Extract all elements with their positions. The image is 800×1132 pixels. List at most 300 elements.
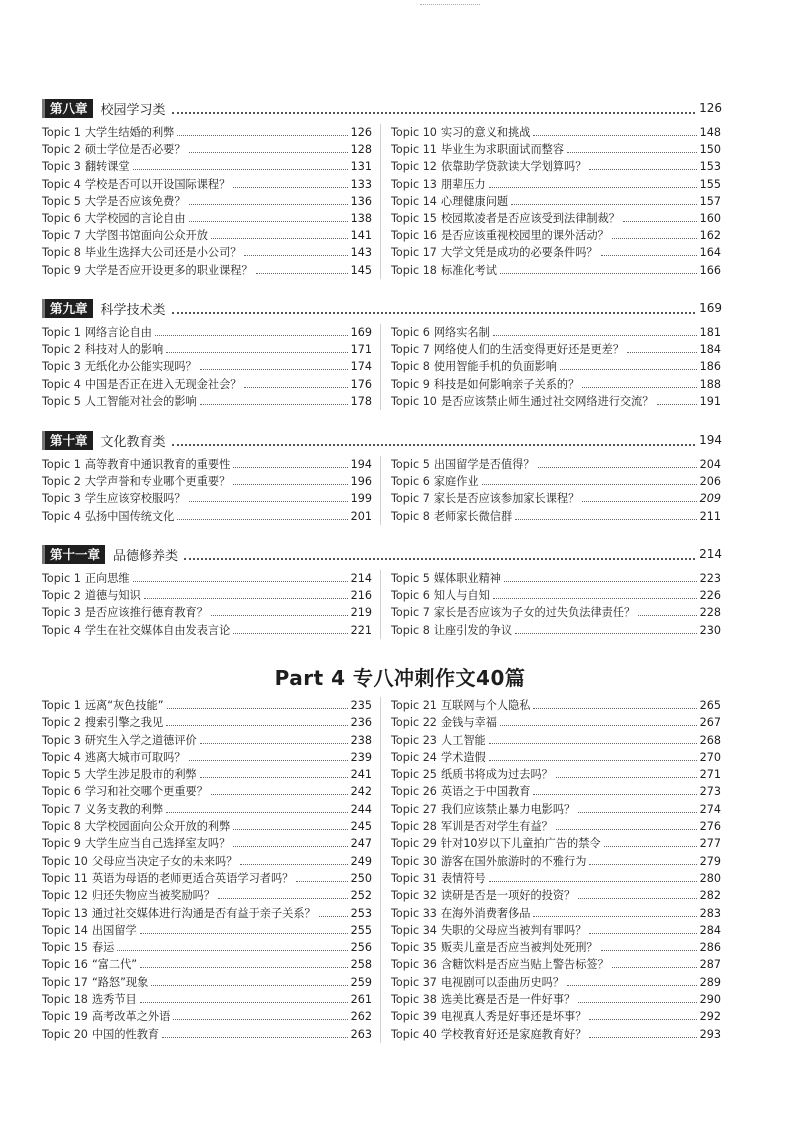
dot-leader bbox=[189, 196, 348, 205]
part4-section bbox=[42, 697, 722, 1043]
chapter-11 bbox=[42, 544, 722, 639]
dot-leader bbox=[533, 700, 696, 709]
topic-label: Topic 37 bbox=[391, 975, 437, 989]
topic-title: 网络使人们的生活变得更好还是更差？ bbox=[433, 343, 625, 357]
toc-entry[interactable] bbox=[391, 210, 721, 227]
toc-entry[interactable] bbox=[42, 887, 372, 904]
toc-entry[interactable] bbox=[391, 732, 721, 749]
page-number: 194 bbox=[350, 458, 372, 471]
page-number: 282 bbox=[699, 889, 721, 903]
toc-entry[interactable] bbox=[391, 604, 721, 621]
topic-title: 大学校园面向公众开放的利弊 bbox=[84, 820, 231, 834]
dot-leader bbox=[189, 752, 348, 761]
page-number: 287 bbox=[699, 958, 721, 972]
dot-leader bbox=[493, 327, 697, 336]
topic-label: Topic 1 bbox=[42, 458, 81, 471]
toc-entry[interactable] bbox=[42, 490, 372, 507]
page-number: 268 bbox=[699, 733, 721, 747]
topic-title: 学习和社交哪个更重要？ bbox=[84, 785, 208, 799]
page-number: 188 bbox=[699, 377, 721, 391]
topic-title: 电视剧可以歪曲历史吗？ bbox=[440, 975, 565, 989]
topic-label: Topic 10 bbox=[391, 394, 437, 408]
part4-right-column bbox=[381, 697, 721, 1043]
dot-leader bbox=[489, 873, 697, 882]
topic-title: 学校是否可以开设国际课程？ bbox=[84, 177, 231, 191]
page-number: 228 bbox=[699, 606, 721, 620]
topic-label: Topic 4 bbox=[42, 377, 81, 391]
toc-entry[interactable] bbox=[42, 622, 372, 639]
toc-entry[interactable] bbox=[42, 124, 372, 141]
toc-entry[interactable] bbox=[391, 887, 721, 904]
toc-entry[interactable] bbox=[42, 324, 372, 341]
page-number: 286 bbox=[699, 941, 721, 955]
toc-entry[interactable] bbox=[42, 870, 372, 887]
topic-title: 归还失物应当被奖励吗？ bbox=[91, 889, 216, 903]
chapter-right-column bbox=[381, 124, 721, 279]
toc-entry[interactable] bbox=[391, 956, 721, 973]
page-number: 247 bbox=[350, 837, 372, 851]
toc-entry[interactable] bbox=[42, 766, 372, 783]
dot-leader bbox=[117, 942, 347, 951]
topic-title: 大学生涉足股市的利弊 bbox=[84, 768, 197, 782]
toc-entry[interactable] bbox=[42, 456, 372, 473]
topic-title: 人工智能对社会的影响 bbox=[84, 394, 197, 408]
topic-title: 春运 bbox=[91, 941, 115, 955]
chapter-badge: 第十章 bbox=[42, 431, 93, 450]
dot-leader bbox=[493, 590, 697, 599]
chapter-header[interactable] bbox=[42, 544, 722, 564]
dot-leader bbox=[515, 511, 697, 520]
toc-entry[interactable] bbox=[391, 227, 721, 244]
topic-label: Topic 5 bbox=[42, 768, 81, 782]
dot-leader bbox=[489, 179, 697, 188]
dot-leader bbox=[538, 459, 697, 468]
toc-entry[interactable] bbox=[391, 508, 721, 525]
dot-leader bbox=[166, 717, 348, 726]
page-number: 199 bbox=[350, 492, 372, 506]
toc-entry[interactable] bbox=[42, 341, 372, 358]
chapter-10 bbox=[42, 430, 722, 525]
page-number: 141 bbox=[350, 229, 372, 243]
topic-title: 科技对人的影响 bbox=[84, 343, 164, 357]
dot-leader bbox=[166, 344, 348, 353]
dot-leader bbox=[589, 161, 696, 170]
toc-entry[interactable] bbox=[391, 358, 721, 375]
chapter-right-column bbox=[381, 456, 721, 525]
page-number: 216 bbox=[350, 589, 372, 603]
dot-leader bbox=[489, 735, 697, 744]
topic-title: 家庭作业 bbox=[433, 475, 479, 489]
dot-leader bbox=[133, 161, 348, 170]
dot-leader bbox=[140, 994, 348, 1003]
toc-entry[interactable] bbox=[42, 262, 372, 279]
topic-title: 针对10岁以下儿童拍广告的禁令 bbox=[440, 837, 601, 851]
page-number: 279 bbox=[699, 854, 721, 868]
toc-entry[interactable] bbox=[391, 939, 721, 956]
dot-leader bbox=[612, 959, 697, 968]
page-number: 245 bbox=[350, 820, 372, 834]
dot-leader bbox=[601, 942, 697, 951]
page-number: 186 bbox=[699, 360, 721, 374]
chapter-left-column bbox=[42, 324, 381, 410]
topic-title: 军训是否对学生有益？ bbox=[440, 820, 553, 834]
toc-entry[interactable] bbox=[391, 905, 721, 922]
page-number: 290 bbox=[699, 993, 721, 1007]
topic-label: Topic 2 bbox=[42, 475, 81, 489]
topic-title: 义务支教的利弊 bbox=[84, 802, 164, 816]
chapter-right-column bbox=[381, 324, 721, 410]
dot-leader bbox=[233, 476, 347, 485]
page-number: 178 bbox=[350, 394, 372, 408]
toc-entry[interactable] bbox=[391, 853, 721, 870]
topic-title: 大学校园的言论自由 bbox=[84, 211, 186, 225]
topic-label: Topic 8 bbox=[391, 509, 430, 523]
dot-leader bbox=[578, 994, 696, 1003]
dot-leader bbox=[589, 925, 696, 934]
topic-label: Topic 2 bbox=[42, 589, 81, 603]
toc-entry[interactable] bbox=[42, 227, 372, 244]
page-number: 162 bbox=[699, 229, 721, 243]
toc-entry[interactable] bbox=[42, 176, 372, 193]
topic-label: Topic 5 bbox=[42, 194, 81, 208]
page-number: 176 bbox=[350, 377, 372, 391]
topic-title: 网络言论自由 bbox=[84, 326, 152, 339]
dot-leader bbox=[173, 1011, 347, 1020]
topic-title: 选美比赛是否是一件好事？ bbox=[440, 993, 576, 1007]
topic-title: 学术造假 bbox=[440, 750, 486, 764]
toc-entry[interactable] bbox=[42, 244, 372, 261]
topic-label: Topic 18 bbox=[391, 263, 437, 277]
topic-title: 翻转课堂 bbox=[84, 160, 130, 174]
topic-label: Topic 4 bbox=[42, 750, 81, 764]
dot-leader bbox=[233, 838, 347, 847]
dot-leader bbox=[578, 890, 696, 899]
topic-label: Topic 5 bbox=[42, 394, 81, 408]
topic-title: 纸质书将成为过去吗？ bbox=[440, 768, 553, 782]
topic-title: 中国的性教育 bbox=[91, 1027, 160, 1041]
page-number: 258 bbox=[350, 958, 372, 972]
toc-entry[interactable] bbox=[391, 341, 721, 358]
toc-entry[interactable] bbox=[42, 570, 372, 587]
chapter-title: 文化教育类 bbox=[100, 434, 166, 450]
topic-title: 大学声誉和专业哪个更重要？ bbox=[84, 475, 231, 489]
dot-leader bbox=[623, 213, 697, 222]
toc-entry[interactable] bbox=[42, 853, 372, 870]
dot-leader bbox=[567, 144, 697, 153]
toc-entry[interactable] bbox=[391, 141, 721, 158]
chapter-title: 品德修养类 bbox=[113, 548, 179, 564]
dot-leader bbox=[589, 1029, 696, 1038]
toc-entry[interactable] bbox=[391, 922, 721, 939]
page-number: 239 bbox=[350, 750, 372, 764]
part4-columns bbox=[42, 697, 722, 1043]
dot-leader bbox=[604, 838, 697, 847]
topic-title: 硕士学位是否必要？ bbox=[84, 143, 186, 157]
toc-entry[interactable] bbox=[391, 697, 721, 714]
dot-leader bbox=[489, 752, 697, 761]
toc-entry[interactable] bbox=[391, 376, 721, 393]
dot-leader bbox=[578, 804, 696, 813]
dot-leader bbox=[140, 959, 348, 968]
topic-label: Topic 7 bbox=[42, 802, 81, 816]
topic-label: Topic 27 bbox=[391, 802, 437, 816]
dot-leader bbox=[638, 607, 696, 616]
page-number: 181 bbox=[699, 326, 721, 339]
dot-leader bbox=[240, 856, 347, 865]
toc-entry[interactable] bbox=[391, 766, 721, 783]
page-number: 265 bbox=[699, 699, 721, 712]
page-number: 238 bbox=[350, 733, 372, 747]
page-number: 226 bbox=[699, 589, 721, 603]
topic-label: Topic 39 bbox=[391, 1010, 437, 1024]
topic-label: Topic 16 bbox=[391, 229, 437, 243]
topic-label: Topic 7 bbox=[391, 606, 430, 620]
topic-title: 毕业生选择大公司还是小公司？ bbox=[84, 246, 242, 260]
toc-entry[interactable] bbox=[391, 473, 721, 490]
toc-entry[interactable] bbox=[42, 749, 372, 766]
dot-leader bbox=[155, 327, 348, 336]
toc-entry[interactable] bbox=[42, 939, 372, 956]
toc-entry[interactable] bbox=[391, 176, 721, 193]
toc-entry[interactable] bbox=[391, 1026, 721, 1043]
page-number: 271 bbox=[699, 768, 721, 782]
topic-title: 大学文凭是成功的必要条件吗？ bbox=[440, 246, 598, 260]
toc-entry[interactable] bbox=[391, 801, 721, 818]
topic-label: Topic 23 bbox=[391, 733, 437, 747]
topic-label: Topic 5 bbox=[391, 572, 430, 585]
dot-leader bbox=[556, 821, 697, 830]
toc-entry[interactable] bbox=[42, 508, 372, 525]
chapter-columns bbox=[42, 456, 722, 525]
toc-entry[interactable] bbox=[42, 783, 372, 800]
page-number: 277 bbox=[699, 837, 721, 851]
page-number: 126 bbox=[350, 126, 372, 139]
toc-entry[interactable] bbox=[391, 818, 721, 835]
toc-entry[interactable] bbox=[42, 376, 372, 393]
toc-entry[interactable] bbox=[42, 473, 372, 490]
topic-title: 高考改革之外语 bbox=[91, 1010, 171, 1024]
chapter-columns bbox=[42, 570, 722, 639]
page-number: 236 bbox=[350, 716, 372, 730]
topic-label: Topic 17 bbox=[391, 246, 437, 260]
dot-leader bbox=[533, 127, 696, 136]
topic-title: 老师家长微信群 bbox=[433, 509, 513, 523]
toc-entry[interactable] bbox=[42, 587, 372, 604]
toc-entry[interactable] bbox=[391, 714, 721, 731]
topic-label: Topic 15 bbox=[391, 211, 437, 225]
dot-leader bbox=[256, 265, 348, 274]
toc-entry[interactable] bbox=[391, 158, 721, 175]
topic-title: 金钱与幸福 bbox=[440, 716, 497, 730]
topic-title: 研究生入学之道德评价 bbox=[84, 733, 197, 747]
topic-title: 知人与自知 bbox=[433, 589, 490, 603]
toc-entry[interactable] bbox=[391, 262, 721, 279]
topic-title: “路怒”现象 bbox=[91, 975, 149, 989]
page-number: 223 bbox=[699, 572, 721, 585]
topic-title: 是否应该重视校园里的课外活动？ bbox=[440, 229, 609, 243]
topic-label: Topic 8 bbox=[391, 623, 430, 637]
dot-leader bbox=[189, 493, 348, 502]
toc-entry[interactable] bbox=[42, 974, 372, 991]
topic-label: Topic 17 bbox=[42, 975, 88, 989]
topic-label: Topic 6 bbox=[391, 475, 430, 489]
topic-title: 朋辈压力 bbox=[440, 177, 486, 191]
topic-label: Topic 11 bbox=[391, 143, 437, 157]
topic-label: Topic 12 bbox=[391, 160, 437, 174]
toc-entry[interactable] bbox=[391, 749, 721, 766]
topic-label: Topic 2 bbox=[42, 143, 81, 157]
toc-entry[interactable] bbox=[42, 1026, 372, 1043]
chapter-header[interactable] bbox=[42, 430, 722, 450]
topic-title: 出国留学 bbox=[91, 923, 137, 937]
toc-entry[interactable] bbox=[391, 622, 721, 639]
dot-leader bbox=[515, 625, 697, 634]
topic-label: Topic 3 bbox=[42, 606, 81, 620]
toc-entry[interactable] bbox=[42, 714, 372, 731]
topic-title: 人工智能 bbox=[440, 733, 486, 747]
toc-entry[interactable] bbox=[42, 991, 372, 1008]
toc-entry[interactable] bbox=[391, 587, 721, 604]
topic-label: Topic 13 bbox=[391, 177, 437, 191]
page-number: 249 bbox=[350, 854, 372, 868]
topic-label: Topic 40 bbox=[391, 1027, 437, 1041]
toc-entry[interactable] bbox=[391, 244, 721, 261]
toc-entry[interactable] bbox=[42, 158, 372, 175]
page-number: 204 bbox=[699, 458, 721, 471]
topic-title: 网络实名制 bbox=[433, 326, 490, 339]
toc-entry[interactable] bbox=[42, 801, 372, 818]
topic-title: 英语之于中国教育 bbox=[440, 785, 531, 799]
topic-label: Topic 6 bbox=[391, 589, 430, 603]
chapter-header[interactable] bbox=[42, 298, 722, 318]
topic-title: 高等教育中通识教育的重要性 bbox=[84, 458, 231, 471]
toc-entry[interactable] bbox=[42, 922, 372, 939]
toc-entry[interactable] bbox=[391, 991, 721, 1008]
topic-label: Topic 7 bbox=[42, 229, 81, 243]
dot-leader bbox=[200, 735, 348, 744]
chapter-title: 科学技术类 bbox=[100, 302, 166, 318]
topic-title: 通过社交媒体进行沟通是否有益于亲子关系？ bbox=[91, 906, 316, 920]
topic-label: Topic 2 bbox=[42, 343, 81, 357]
toc-entry[interactable] bbox=[42, 210, 372, 227]
toc-entry[interactable] bbox=[42, 905, 372, 922]
page-number: 153 bbox=[699, 160, 721, 174]
dot-leader bbox=[151, 977, 347, 986]
dot-leader bbox=[211, 786, 348, 795]
topic-label: Topic 38 bbox=[391, 993, 437, 1007]
toc-entry[interactable] bbox=[42, 193, 372, 210]
toc-entry[interactable] bbox=[391, 490, 721, 507]
dot-leader bbox=[533, 786, 696, 795]
toc-entry[interactable] bbox=[391, 570, 721, 587]
topic-title: 游客在国外旅游时的不雅行为 bbox=[440, 854, 587, 868]
dot-leader bbox=[504, 573, 697, 582]
topic-title: 大学图书馆面向公众开放 bbox=[84, 229, 208, 243]
toc-entry[interactable] bbox=[42, 604, 372, 621]
dot-leader bbox=[556, 769, 697, 778]
page-number: 131 bbox=[350, 160, 372, 174]
topic-title: 让座引发的争议 bbox=[433, 623, 513, 637]
toc-entry[interactable] bbox=[391, 393, 721, 410]
topic-label: Topic 14 bbox=[42, 923, 88, 937]
topic-label: Topic 24 bbox=[391, 750, 437, 764]
topic-title: 标准化考试 bbox=[440, 263, 497, 277]
topic-label: Topic 26 bbox=[391, 785, 437, 799]
topic-title: 学校教育好还是家庭教育好？ bbox=[440, 1027, 587, 1041]
page-number: 174 bbox=[350, 360, 372, 374]
topic-label: Topic 28 bbox=[391, 820, 437, 834]
toc-entry[interactable] bbox=[391, 1008, 721, 1025]
topic-label: Topic 20 bbox=[42, 1027, 88, 1041]
page-number: 273 bbox=[699, 785, 721, 799]
toc-entry[interactable] bbox=[42, 1008, 372, 1025]
toc-entry[interactable] bbox=[391, 456, 721, 473]
toc-entry[interactable] bbox=[391, 974, 721, 991]
page-number: 270 bbox=[699, 750, 721, 764]
toc-entry[interactable] bbox=[391, 783, 721, 800]
chapter-badge: 第十一章 bbox=[42, 545, 105, 564]
dot-leader bbox=[172, 303, 696, 314]
page-number: 206 bbox=[699, 475, 721, 489]
topic-label: Topic 11 bbox=[42, 871, 88, 885]
topic-label: Topic 3 bbox=[42, 733, 81, 747]
toc-entry[interactable] bbox=[42, 393, 372, 410]
toc-entry[interactable] bbox=[391, 124, 721, 141]
dot-leader bbox=[172, 103, 696, 114]
page-number: 184 bbox=[699, 343, 721, 357]
chapter-left-column bbox=[42, 570, 381, 639]
page-number: 133 bbox=[350, 177, 372, 191]
chapter-8 bbox=[42, 98, 722, 279]
toc-entry[interactable] bbox=[42, 697, 372, 714]
page-number: 280 bbox=[699, 871, 721, 885]
topic-label: Topic 8 bbox=[42, 246, 81, 260]
dot-leader bbox=[244, 247, 347, 256]
topic-label: Topic 4 bbox=[42, 509, 81, 523]
page-number: 230 bbox=[699, 623, 721, 637]
toc-entry[interactable] bbox=[42, 732, 372, 749]
chapter-9 bbox=[42, 298, 722, 410]
page-number: 221 bbox=[350, 623, 372, 637]
topic-label: Topic 9 bbox=[391, 377, 430, 391]
toc-entry[interactable] bbox=[391, 324, 721, 341]
topic-label: Topic 14 bbox=[391, 194, 437, 208]
dot-leader bbox=[184, 549, 695, 560]
toc-entry[interactable] bbox=[42, 835, 372, 852]
chapter-header[interactable] bbox=[42, 98, 722, 118]
topic-title: 远离“灰色技能” bbox=[84, 699, 164, 712]
toc-entry[interactable] bbox=[42, 358, 372, 375]
page-number: 164 bbox=[699, 246, 721, 260]
dot-leader bbox=[511, 196, 697, 205]
topic-label: Topic 1 bbox=[42, 326, 81, 339]
page-number: 259 bbox=[350, 975, 372, 989]
toc-entry[interactable] bbox=[42, 956, 372, 973]
page-number: 244 bbox=[350, 802, 372, 816]
dot-leader bbox=[319, 908, 348, 917]
toc-entry[interactable] bbox=[42, 818, 372, 835]
topic-title: 大学生应当自己选择室友吗？ bbox=[84, 837, 231, 851]
toc-entry[interactable] bbox=[391, 193, 721, 210]
page-number: 219 bbox=[350, 606, 372, 620]
toc-entry[interactable] bbox=[391, 835, 721, 852]
toc-entry[interactable] bbox=[42, 141, 372, 158]
topic-title: 出国留学是否值得？ bbox=[433, 458, 535, 471]
chapter-columns bbox=[42, 324, 722, 410]
dot-leader bbox=[233, 821, 347, 830]
dot-leader bbox=[189, 213, 348, 222]
toc-entry[interactable] bbox=[391, 870, 721, 887]
